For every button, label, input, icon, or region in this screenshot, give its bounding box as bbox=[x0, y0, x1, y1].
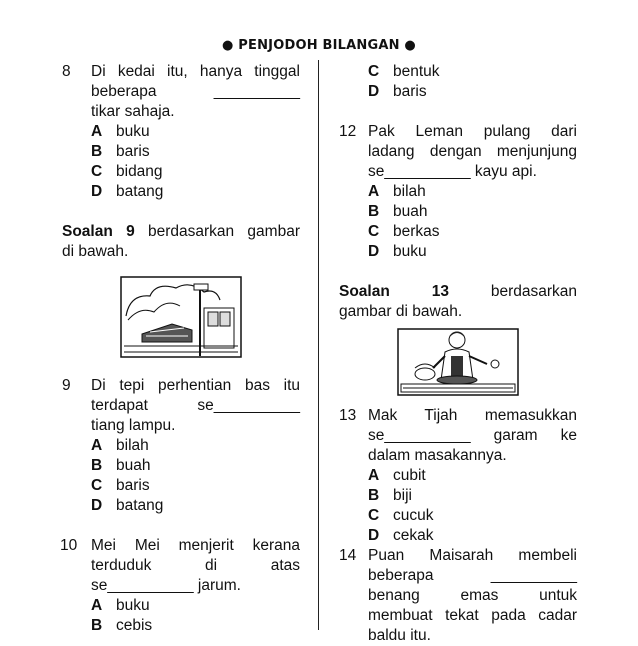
question-8 bbox=[62, 62, 300, 202]
option-d[interactable]: D buku bbox=[368, 243, 427, 260]
question-13 bbox=[339, 406, 577, 546]
left-column bbox=[62, 62, 300, 636]
question-stem-line: membuat tekat pada cadar bbox=[368, 607, 577, 624]
question-11-tail bbox=[339, 62, 577, 102]
option-a[interactable]: A buku bbox=[91, 597, 150, 614]
question-stem-line: dalam masakannya. bbox=[368, 447, 507, 464]
question-number: 14 bbox=[339, 547, 357, 564]
picture-instruction-9-line2: di bawah. bbox=[62, 243, 129, 260]
question-stem-line: se__________ kayu api. bbox=[368, 163, 537, 180]
options-list bbox=[368, 466, 577, 546]
options-list bbox=[91, 122, 300, 202]
options-list bbox=[91, 436, 300, 516]
option-a[interactable]: A bilah bbox=[91, 437, 149, 454]
question-stem-line: se__________ jarum. bbox=[91, 577, 241, 594]
question-stem-line: Di kedai itu, hanya tinggal bbox=[91, 63, 300, 80]
option-a[interactable]: A cubit bbox=[368, 467, 426, 484]
option-d[interactable]: D cekak bbox=[368, 527, 434, 544]
question-stem-line: baldu itu. bbox=[368, 627, 431, 644]
option-b[interactable]: B biji bbox=[368, 487, 412, 504]
option-b[interactable]: B buah bbox=[91, 457, 151, 474]
option-b[interactable]: B baris bbox=[91, 143, 150, 160]
question-stem-line: Mak Tijah memasukkan bbox=[368, 407, 577, 424]
option-b[interactable]: B buah bbox=[368, 203, 428, 220]
option-c[interactable]: C cucuk bbox=[368, 507, 434, 524]
question-stem-line: Puan Maisarah membeli bbox=[368, 547, 577, 564]
option-d[interactable]: D batang bbox=[91, 497, 164, 514]
question-number: 13 bbox=[339, 407, 357, 424]
question-stem-line: tikar sahaja. bbox=[91, 103, 175, 120]
question-number: 8 bbox=[62, 63, 71, 80]
picture-instruction-13-line2: gambar di bawah. bbox=[339, 303, 463, 320]
question-stem-line: se__________ garam ke bbox=[368, 427, 577, 444]
cooking-woman-picture bbox=[397, 328, 519, 396]
option-a[interactable]: A buku bbox=[91, 123, 150, 140]
option-d[interactable]: D batang bbox=[91, 183, 164, 200]
question-stem-line: terdapat se__________ bbox=[91, 397, 300, 414]
worksheet-title: ● PENJODOH BILANGAN ● bbox=[222, 38, 416, 53]
option-c[interactable]: C bentuk bbox=[368, 63, 440, 80]
option-d[interactable]: D baris bbox=[368, 83, 427, 100]
question-9 bbox=[62, 376, 300, 516]
question-stem-line: Pak Leman pulang dari bbox=[368, 123, 577, 140]
question-stem-line: beberapa __________ bbox=[368, 567, 577, 584]
question-stem-line: beberapa __________ bbox=[91, 83, 300, 100]
column-divider bbox=[318, 60, 319, 630]
options-list bbox=[368, 62, 577, 102]
question-stem-line: terduduk di atas bbox=[91, 557, 300, 574]
question-number: 10 bbox=[60, 537, 78, 554]
option-a[interactable]: A bilah bbox=[368, 183, 426, 200]
question-14 bbox=[339, 546, 577, 646]
option-b[interactable]: B cebis bbox=[91, 617, 153, 634]
options-list bbox=[91, 596, 300, 636]
question-stem-line: tiang lampu. bbox=[91, 417, 176, 434]
picture-instruction-9: Soalan 9 berdasarkan gambar bbox=[62, 223, 300, 240]
question-number: 12 bbox=[339, 123, 357, 140]
bus-stop-lamp-picture bbox=[120, 276, 242, 358]
option-c[interactable]: C berkas bbox=[368, 223, 440, 240]
question-stem-line: Di tepi perhentian bas itu bbox=[91, 377, 300, 394]
option-c[interactable]: C baris bbox=[91, 477, 150, 494]
question-stem-line: benang emas untuk bbox=[368, 587, 577, 604]
right-column bbox=[339, 62, 577, 646]
question-12 bbox=[339, 122, 577, 262]
option-c[interactable]: C bidang bbox=[91, 163, 163, 180]
question-number: 9 bbox=[62, 377, 71, 394]
picture-instruction-13: Soalan 13 berdasarkan bbox=[339, 283, 577, 300]
question-10 bbox=[62, 536, 300, 636]
question-stem-line: Mei Mei menjerit kerana bbox=[91, 537, 300, 554]
question-stem-line: ladang dengan menjunjung bbox=[368, 143, 577, 160]
options-list bbox=[368, 182, 577, 262]
